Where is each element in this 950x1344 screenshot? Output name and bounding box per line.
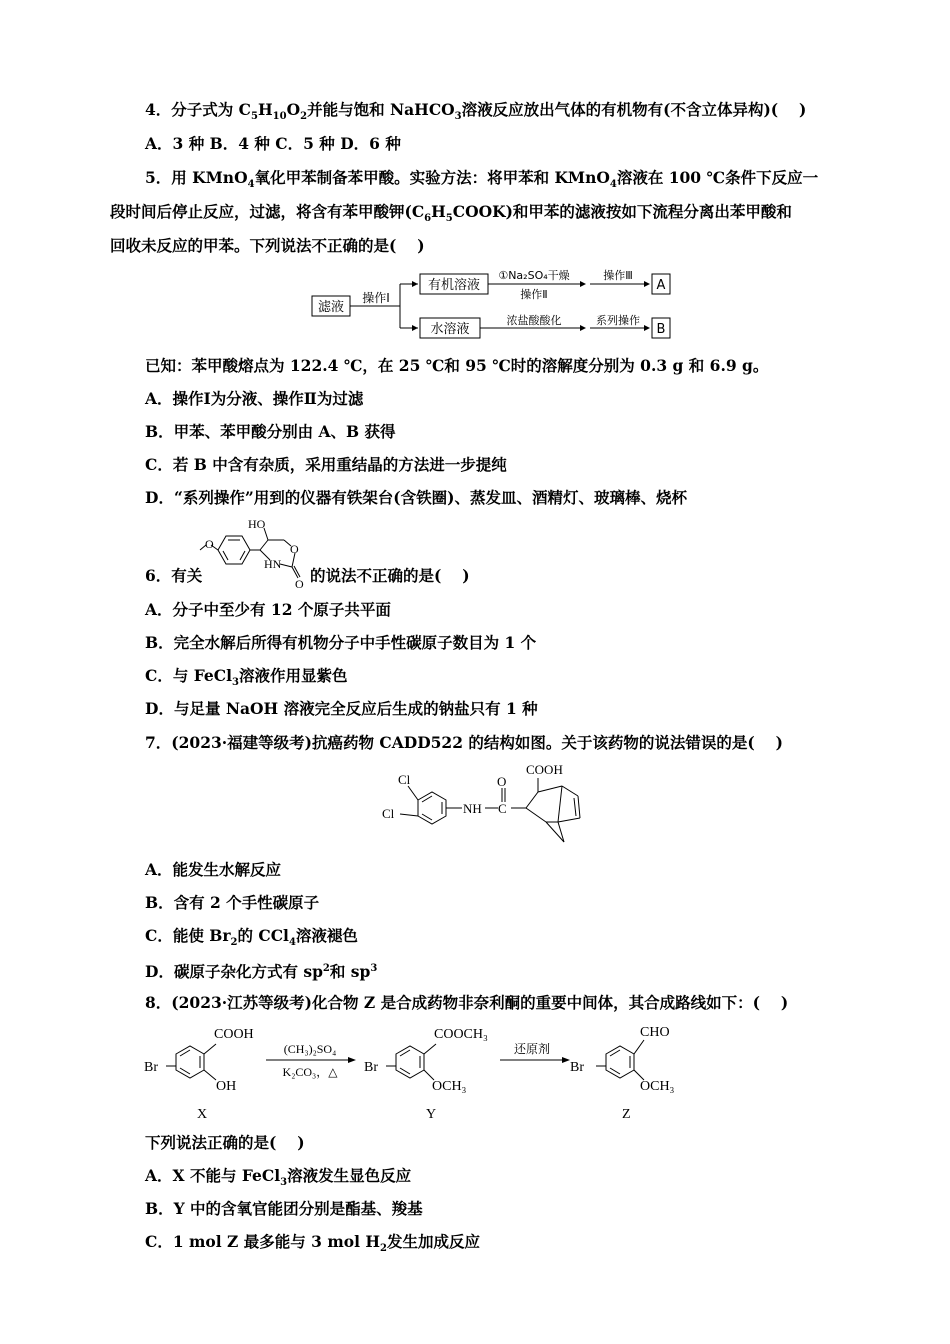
- q8-prompt: 下列说法正确的是( ): [145, 1133, 305, 1152]
- q7-option-a: A．能发生水解反应: [145, 860, 282, 879]
- z-label: Z: [622, 1107, 631, 1122]
- z-br: Br: [570, 1060, 584, 1075]
- mol7-nh: NH: [463, 801, 482, 816]
- mol6-hn: HN: [264, 557, 282, 571]
- mol7-o: O: [497, 774, 507, 789]
- flow-op1: 操作Ⅰ: [362, 291, 390, 305]
- q8-option-a: A．X 不能与 FeCl$_3$溶液发生显色反应: [145, 1166, 412, 1189]
- mol6-ho: HO: [248, 517, 266, 531]
- flow-dry: ①Na₂SO₄干燥: [498, 269, 570, 282]
- x-label: X: [197, 1107, 208, 1122]
- q5-option-d: D．“系列操作”用到的仪器有铁架台(含铁圈)、蒸发皿、酒精灯、玻璃棒、烧杯: [145, 488, 687, 507]
- flow-op2: 操作Ⅱ: [520, 288, 548, 301]
- q6-stem-b: 的说法不正确的是( ): [310, 566, 470, 585]
- q6-stem-a: 6．有关: [145, 566, 203, 585]
- x-br: Br: [144, 1060, 158, 1075]
- q7-option-d: D．碳原子杂化方式有 $sp^2$和 $sp^3$: [145, 962, 378, 982]
- q6-option-a: A．分子中至少有 12 个原子共平面: [145, 600, 391, 619]
- mol7-cl-top: Cl: [398, 772, 411, 787]
- q4-options: A．3 种 B．4 种 C．5 种 D．6 种: [145, 134, 401, 153]
- reagent1-bottom: K₂CO₃，△: [282, 1065, 338, 1079]
- y-cooch3: COOCH₃: [434, 1027, 488, 1042]
- mol6-o-methoxy: O: [205, 537, 214, 551]
- q5-option-c: C．若 B 中含有杂质，采用重结晶的方法进一步提纯: [145, 455, 507, 474]
- q7-molecule: [378, 760, 608, 848]
- q8-option-c: C．1 mol Z 最多能与 3 mol $H_2$发生加成反应: [145, 1232, 480, 1255]
- q7-option-b: B．含有 2 个手性碳原子: [145, 893, 320, 912]
- q5-stem-line3: 回收未反应的甲苯。下列说法不正确的是( ): [110, 236, 425, 255]
- q7-stem: 7．(2023·福建等级考)抗癌药物 CADD522 的结构如图。关于该药物的说法错误的是( ): [145, 733, 783, 752]
- flow-product-b: B: [656, 322, 666, 337]
- y-label: Y: [426, 1107, 437, 1122]
- flow-acidify: 浓盐酸酸化: [506, 314, 562, 327]
- y-br: Br: [364, 1060, 378, 1075]
- flow-product-a: A: [656, 278, 666, 293]
- mol6-o-carbonyl: O: [295, 577, 304, 588]
- flow-op3: 操作Ⅲ: [603, 269, 633, 282]
- q5-option-a: A．操作Ⅰ为分液、操作Ⅱ为过滤: [145, 389, 364, 408]
- q5-stem-line1: 5．用 KMnO$_4$氧化甲苯制备苯甲酸。实验方法：将甲苯和 KMnO$_4$溶液在 100 ℃条件下反应一: [145, 168, 819, 191]
- z-cho: CHO: [640, 1025, 670, 1040]
- mol7-cl-left: Cl: [382, 806, 395, 821]
- q5-stem-line2: 段时间后停止反应，过滤，将含有苯甲酸钾$(C_6H_5COOK)$和甲苯的滤液按如下流程分离出苯甲酸和: [110, 202, 792, 225]
- flow-organic: 有机溶液: [427, 278, 481, 293]
- reagent1-top: (CH₃)₂SO₄: [283, 1042, 337, 1056]
- flow-filtrate: 滤液: [317, 300, 345, 315]
- z-och3: OCH₃: [640, 1079, 675, 1094]
- q4-stem: 4．分子式为 $C_5H_{10}O_2$并能与饱和 NaHCO$_3$溶液反应放出气体的有机物有(不含立体异构)( ): [145, 100, 807, 123]
- q6-option-b: B．完全水解后所得有机物分子中手性碳原子数目为 1 个: [145, 633, 537, 652]
- mol7-c: C: [498, 801, 507, 816]
- q6-molecule: [198, 512, 310, 588]
- flow-series: 系列操作: [596, 314, 640, 327]
- x-oh: OH: [216, 1079, 237, 1094]
- q5-option-b: B．甲苯、苯甲酸分别由 A、B 获得: [145, 422, 396, 441]
- q6-option-c: C．与 FeCl$_3$溶液作用显紫色: [145, 666, 348, 689]
- mol6-o-ring: O: [290, 542, 299, 556]
- reagent2: 还原剂: [513, 1042, 551, 1056]
- q7-option-c: C．能使 $Br_2$的 CCl$_4$溶液褪色: [145, 926, 358, 949]
- y-och3: OCH₃: [432, 1079, 467, 1094]
- mol7-cooh: COOH: [526, 762, 563, 777]
- q6-option-d: D．与足量 NaOH 溶液完全反应后生成的钠盐只有 1 种: [145, 699, 538, 718]
- q5-flowchart: [300, 262, 690, 347]
- q8-option-b: B．Y 中的含氧官能团分别是酯基、羧基: [145, 1199, 423, 1218]
- q8-stem: 8．(2023·江苏等级考)化合物 Z 是合成药物非奈利酮的重要中间体，其合成路线如下：( ): [145, 993, 789, 1012]
- x-cooh: COOH: [214, 1027, 254, 1042]
- q8-synthesis-route: [140, 1020, 700, 1126]
- flow-aqueous: 水溶液: [430, 322, 470, 337]
- q5-known: 已知：苯甲酸熔点为 122.4 ℃，在 25 ℃和 95 ℃时的溶解度分别为 0.3 g 和 6.9 g。: [145, 356, 769, 375]
